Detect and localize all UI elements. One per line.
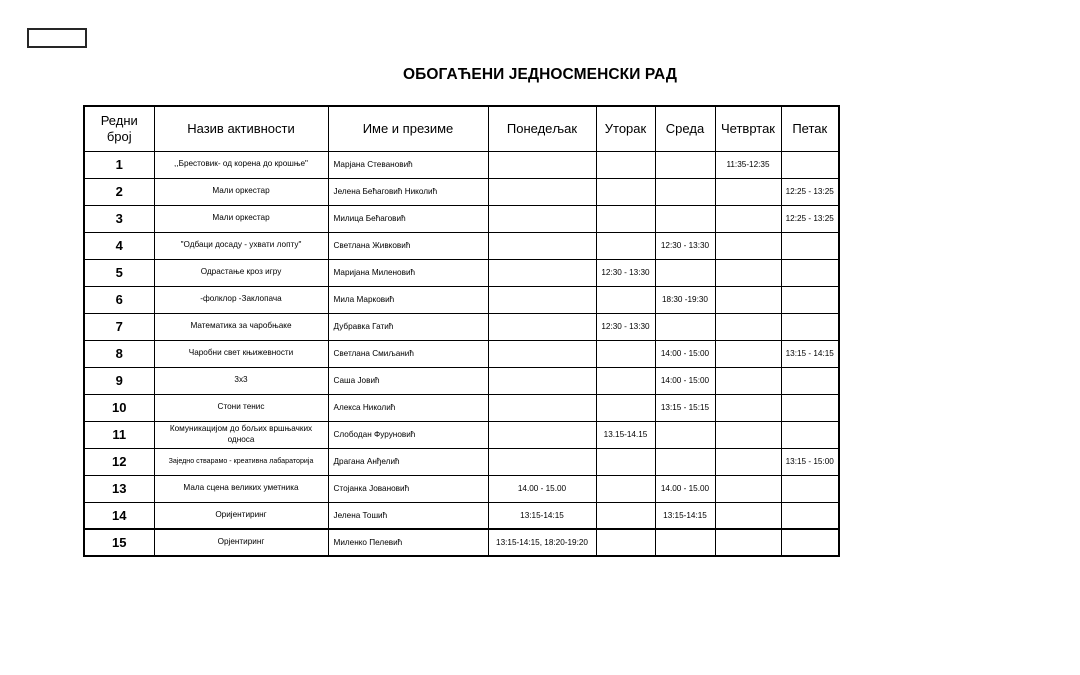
column-header-number-line2: број xyxy=(106,128,132,144)
cell-monday xyxy=(488,421,596,448)
column-header-number xyxy=(84,106,154,151)
cell-friday xyxy=(781,232,839,259)
cell-friday: 13:15 - 15:00 xyxy=(781,448,839,475)
cell-activity: Чаробни свет књижевности xyxy=(154,340,328,367)
cell-wednesday xyxy=(655,178,715,205)
cell-monday xyxy=(488,178,596,205)
cell-number: 9 xyxy=(84,367,154,394)
cell-activity: Мали оркестар xyxy=(154,205,328,232)
cell-number: 13 xyxy=(84,475,154,502)
cell-tuesday xyxy=(596,151,655,178)
cell-friday xyxy=(781,529,839,556)
cell-friday xyxy=(781,313,839,340)
cell-activity: Оријентиринг xyxy=(154,502,328,529)
cell-activity: "Одбаци досаду - ухвати лопту" xyxy=(154,232,328,259)
cell-activity: Мала сцена великих уметника xyxy=(154,475,328,502)
cell-tuesday xyxy=(596,475,655,502)
cell-tuesday: 13.15-14.15 xyxy=(596,421,655,448)
table-header-row xyxy=(84,106,839,151)
cell-activity: Заједно стварамо - креативна лабараторија xyxy=(154,448,328,475)
cell-thursday xyxy=(715,205,781,232)
cell-monday: 13:15-14:15 xyxy=(488,502,596,529)
page-title: ОБОГАЋЕНИ ЈЕДНОСМЕНСКИ РАД xyxy=(403,66,677,83)
column-header-activity: Назив активности xyxy=(154,106,328,151)
column-header-tuesday: Уторак xyxy=(596,106,655,151)
cell-person: Светлана Живковић xyxy=(328,232,488,259)
table-row xyxy=(84,340,839,367)
cell-wednesday: 12:30 - 13:30 xyxy=(655,232,715,259)
cell-number: 10 xyxy=(84,394,154,421)
empty-corner-box xyxy=(27,28,87,48)
cell-tuesday: 12:30 - 13:30 xyxy=(596,313,655,340)
cell-tuesday xyxy=(596,529,655,556)
cell-tuesday xyxy=(596,448,655,475)
cell-tuesday xyxy=(596,205,655,232)
cell-thursday xyxy=(715,475,781,502)
column-header-wednesday: Среда xyxy=(655,106,715,151)
cell-monday xyxy=(488,205,596,232)
cell-tuesday xyxy=(596,502,655,529)
cell-wednesday: 13:15 - 15:15 xyxy=(655,394,715,421)
table-row xyxy=(84,259,839,286)
column-header-monday: Понедељак xyxy=(488,106,596,151)
column-header-number-line1: Редни xyxy=(100,113,138,129)
cell-number: 6 xyxy=(84,286,154,313)
cell-person: Маријана Миленовић xyxy=(328,259,488,286)
cell-tuesday xyxy=(596,394,655,421)
cell-monday xyxy=(488,151,596,178)
cell-activity: ,,Брестовик- од корена до крошње" xyxy=(154,151,328,178)
cell-monday xyxy=(488,232,596,259)
cell-person: Милица Бећаговић xyxy=(328,205,488,232)
cell-activity: Орјентиринг xyxy=(154,529,328,556)
cell-friday xyxy=(781,502,839,529)
cell-friday: 12:25 - 13:25 xyxy=(781,178,839,205)
cell-number: 1 xyxy=(84,151,154,178)
cell-number: 4 xyxy=(84,232,154,259)
cell-number: 7 xyxy=(84,313,154,340)
cell-thursday xyxy=(715,421,781,448)
cell-number: 12 xyxy=(84,448,154,475)
cell-wednesday: 14:00 - 15:00 xyxy=(655,367,715,394)
cell-number: 2 xyxy=(84,178,154,205)
cell-thursday xyxy=(715,502,781,529)
table-header xyxy=(84,106,839,151)
table-row xyxy=(84,394,839,421)
table-row xyxy=(84,232,839,259)
cell-friday: 12:25 - 13:25 xyxy=(781,205,839,232)
cell-thursday xyxy=(715,340,781,367)
cell-number: 3 xyxy=(84,205,154,232)
cell-activity: Мали оркестар xyxy=(154,178,328,205)
cell-monday xyxy=(488,313,596,340)
cell-wednesday: 13:15-14:15 xyxy=(655,502,715,529)
cell-thursday xyxy=(715,178,781,205)
schedule-table xyxy=(83,105,840,557)
cell-person: Алекса Николић xyxy=(328,394,488,421)
column-header-thursday: Четвртак xyxy=(715,106,781,151)
cell-wednesday xyxy=(655,448,715,475)
cell-person: Саша Јовић xyxy=(328,367,488,394)
cell-number: 14 xyxy=(84,502,154,529)
cell-wednesday xyxy=(655,205,715,232)
cell-friday xyxy=(781,259,839,286)
cell-monday xyxy=(488,340,596,367)
table-row xyxy=(84,448,839,475)
cell-monday xyxy=(488,259,596,286)
cell-activity: Одрастање кроз игру xyxy=(154,259,328,286)
cell-person: Јелена Тошић xyxy=(328,502,488,529)
cell-wednesday: 14.00 - 15.00 xyxy=(655,475,715,502)
table-row xyxy=(84,151,839,178)
cell-monday xyxy=(488,448,596,475)
cell-friday xyxy=(781,421,839,448)
cell-number: 15 xyxy=(84,529,154,556)
cell-wednesday xyxy=(655,259,715,286)
cell-wednesday: 14:00 - 15:00 xyxy=(655,340,715,367)
cell-tuesday xyxy=(596,286,655,313)
schedule-table-container xyxy=(83,105,838,557)
table-row xyxy=(84,502,839,529)
cell-friday xyxy=(781,151,839,178)
cell-friday: 13:15 - 14:15 xyxy=(781,340,839,367)
cell-wednesday: 18:30 -19:30 xyxy=(655,286,715,313)
cell-number: 5 xyxy=(84,259,154,286)
cell-thursday xyxy=(715,313,781,340)
table-row xyxy=(84,205,839,232)
table-row xyxy=(84,367,839,394)
cell-monday: 13:15-14:15, 18:20-19:20 xyxy=(488,529,596,556)
column-header-person: Име и презиме xyxy=(328,106,488,151)
cell-activity: Стони тенис xyxy=(154,394,328,421)
cell-person: Дубравка Гатић xyxy=(328,313,488,340)
cell-thursday xyxy=(715,232,781,259)
cell-number: 11 xyxy=(84,421,154,448)
cell-person: Марјана Стевановић xyxy=(328,151,488,178)
table-row xyxy=(84,286,839,313)
cell-activity: -фолклор -Заклопача xyxy=(154,286,328,313)
cell-tuesday xyxy=(596,367,655,394)
cell-tuesday xyxy=(596,178,655,205)
column-header-friday: Петак xyxy=(781,106,839,151)
cell-monday xyxy=(488,367,596,394)
table-row xyxy=(84,421,839,448)
cell-wednesday xyxy=(655,151,715,178)
cell-thursday: 11:35-12:35 xyxy=(715,151,781,178)
cell-thursday xyxy=(715,529,781,556)
table-row xyxy=(84,313,839,340)
cell-person: Драгана Анђелић xyxy=(328,448,488,475)
cell-thursday xyxy=(715,286,781,313)
cell-friday xyxy=(781,394,839,421)
cell-tuesday xyxy=(596,232,655,259)
cell-person: Стојанка Јовановић xyxy=(328,475,488,502)
cell-friday xyxy=(781,475,839,502)
cell-friday xyxy=(781,286,839,313)
cell-person: Светлана Смиљанић xyxy=(328,340,488,367)
cell-thursday xyxy=(715,394,781,421)
cell-monday xyxy=(488,394,596,421)
cell-wednesday xyxy=(655,529,715,556)
cell-tuesday xyxy=(596,340,655,367)
table-body xyxy=(84,151,839,556)
cell-thursday xyxy=(715,367,781,394)
table-row xyxy=(84,178,839,205)
cell-wednesday xyxy=(655,313,715,340)
cell-thursday xyxy=(715,259,781,286)
cell-monday: 14.00 - 15.00 xyxy=(488,475,596,502)
cell-person: Јелена Бећаговић Николић xyxy=(328,178,488,205)
cell-activity: Комуникацијом до бољих вршњачких односа xyxy=(154,421,328,448)
cell-person: Миленко Пелевић xyxy=(328,529,488,556)
cell-activity: Математика за чаробњаке xyxy=(154,313,328,340)
cell-activity: 3x3 xyxy=(154,367,328,394)
cell-tuesday: 12:30 - 13:30 xyxy=(596,259,655,286)
cell-person: Мила Марковић xyxy=(328,286,488,313)
cell-thursday xyxy=(715,448,781,475)
cell-person: Слободан Фуруновић xyxy=(328,421,488,448)
cell-monday xyxy=(488,286,596,313)
cell-friday xyxy=(781,367,839,394)
table-row xyxy=(84,529,839,556)
cell-number: 8 xyxy=(84,340,154,367)
cell-wednesday xyxy=(655,421,715,448)
table-row xyxy=(84,475,839,502)
